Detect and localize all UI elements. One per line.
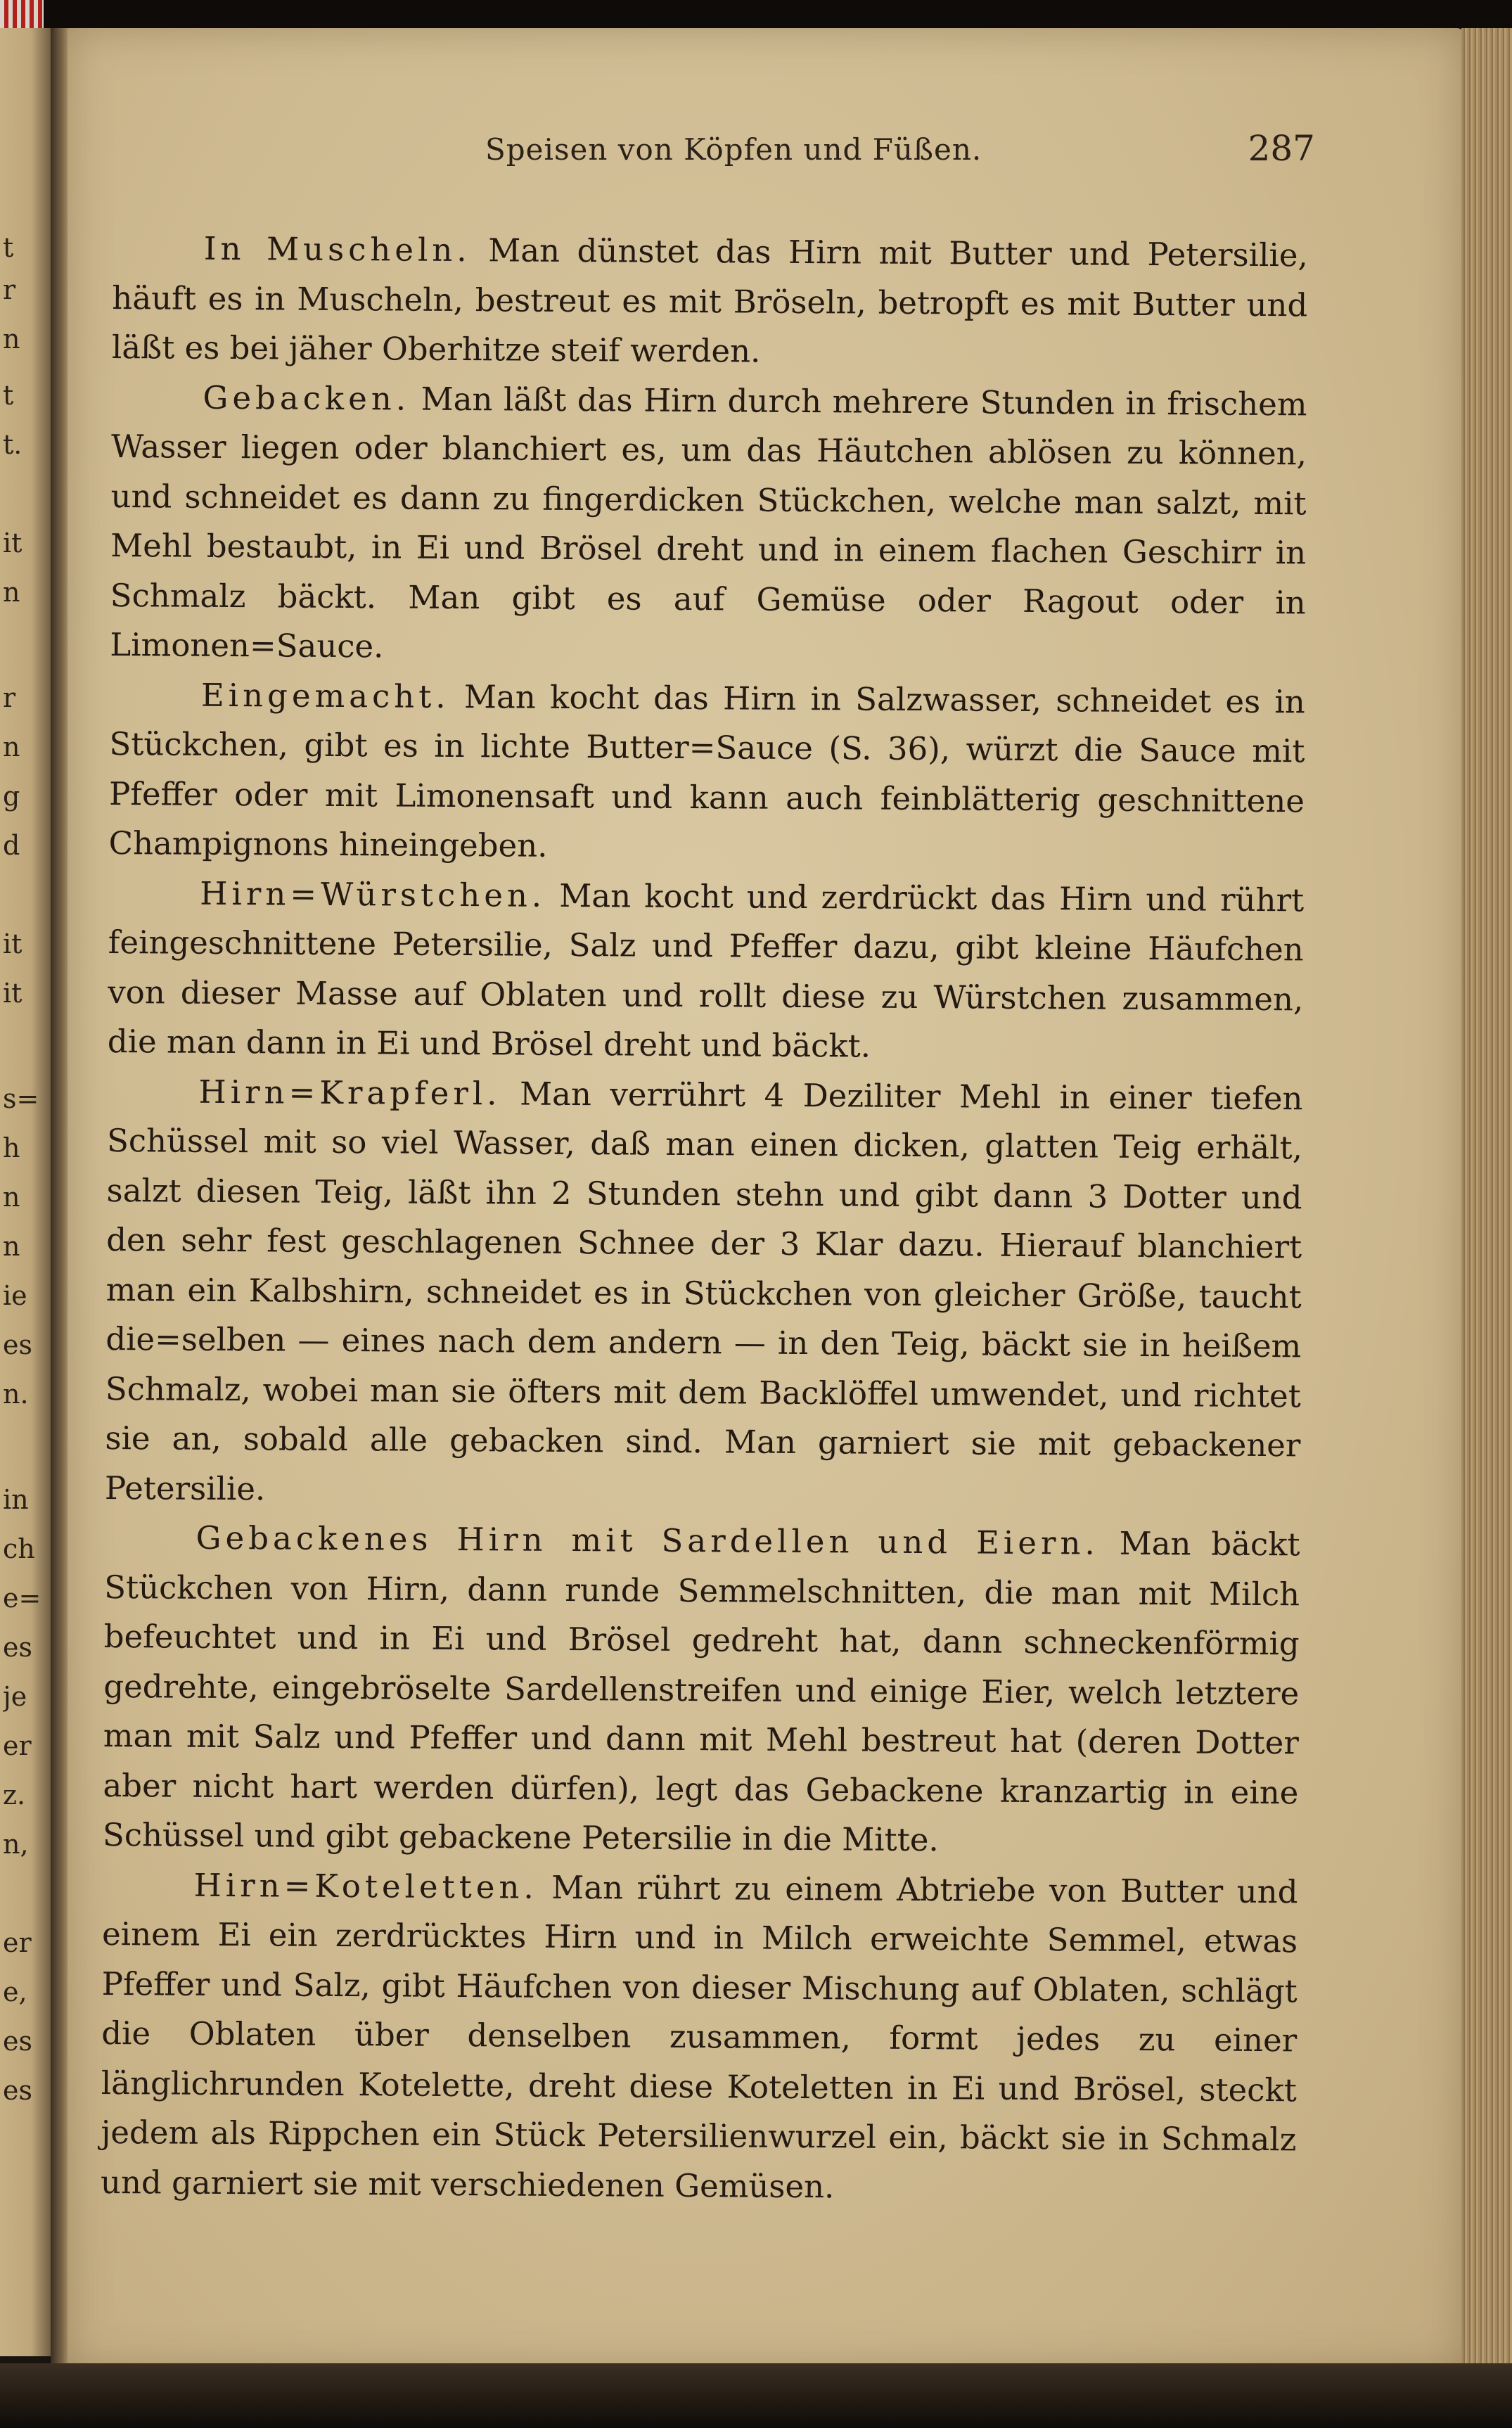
recipe-body: Man verrührt 4 Deziliter Mehl in einer tiefen Schüssel mit so viel Wasser, daß man einen dicken, glatten Teig erhält, salzt diesen Teig, läßt ihn 2 Stunden stehn und gibt dann 3 Dotter und den sehr fest geschlagenen Schnee der 3 Klar dazu. Hierauf blanchiert man ein Kalbshirn, schneidet es in Stückchen von gleicher Größe, taucht die=selben — eines nach dem andern — in den Teig, bäckt sie in heißem Schmalz, wobei man sie öfters mit dem Backlöffel umwendet, und richtet sie an, sobald alle gebacken sind. Man garniert sie mit gebackener Petersilie. bbox=[104, 1074, 1303, 1507]
recipe-text-block bbox=[101, 224, 1308, 2214]
margin-fragment: n bbox=[3, 324, 20, 354]
margin-fragment: ie bbox=[3, 1280, 27, 1311]
margin-fragment: n bbox=[3, 1182, 20, 1213]
page-number: 287 bbox=[1248, 128, 1315, 169]
previous-page-margin-text bbox=[0, 28, 51, 2349]
recipe-heading: Eingemacht. bbox=[200, 676, 450, 715]
running-header bbox=[141, 118, 1315, 174]
recipe-paragraph bbox=[105, 1066, 1303, 1520]
recipe-body: Man läßt das Hirn durch mehrere Stunden in frischem Wasser liegen oder blanchiert es, um das Häutchen ablösen zu können, und schneidet es dann zu fingerdicken Stückchen, welche man salzt, mit Mehl bestaubt, in Ei und Brösel dreht und in einem flachen Geschirr in Schmalz bäckt. Man gibt es auf Gemüse oder Ragout oder in Limonen=Sauce. bbox=[110, 380, 1307, 665]
margin-fragment: es bbox=[3, 1329, 32, 1360]
margin-fragment: g bbox=[3, 781, 20, 812]
running-title: Speisen von Köpfen und Füßen. bbox=[485, 132, 982, 167]
scan-top-border bbox=[0, 0, 1512, 30]
margin-fragment: ch bbox=[3, 1533, 35, 1564]
recipe-heading: Gebackenes Hirn mit Sardellen und Eiern. bbox=[196, 1519, 1099, 1562]
margin-fragment: es bbox=[3, 2075, 32, 2106]
margin-fragment: n, bbox=[3, 1829, 29, 1860]
margin-fragment: s= bbox=[3, 1083, 39, 1114]
margin-fragment: er bbox=[3, 1927, 32, 1958]
margin-fragment: d bbox=[3, 830, 20, 861]
margin-fragment: t. bbox=[3, 429, 23, 460]
margin-fragment: it bbox=[3, 978, 23, 1009]
recipe-paragraph bbox=[103, 1513, 1300, 1867]
margin-fragment: t bbox=[3, 232, 14, 263]
recipe-heading: Hirn=Würstchen. bbox=[200, 874, 546, 914]
recipe-paragraph bbox=[110, 372, 1307, 677]
recipe-body: Man rührt zu einem Abtriebe von Butter und einem Ei ein zerdrücktes Hirn und in Milch erweichte Semmel, etwas Pfeffer und Salz, gibt Häufchen von dieser Mischung auf Oblaten, schlägt die Oblaten über denselben zusammen, formt jedes zu einer länglichrunden Kotelette, dreht diese Koteletten in Ei und Brösel, steckt jedem als Rippchen ein Stück Petersilienwurzel ein, bäckt sie in Schmalz und garniert sie mit verschiedenen Gemüsen. bbox=[100, 1868, 1298, 2205]
margin-fragment: it bbox=[3, 928, 23, 959]
recipe-body: Man kocht und zerdrückt das Hirn und rührt feingeschnittene Petersilie, Salz und Pfeffer dazu, gibt kleine Häufchen von dieser Masse auf Oblaten und rollt diese zu Würstchen zusammen, die man dann in Ei und Brösel dreht und bäckt. bbox=[107, 876, 1305, 1065]
margin-fragment: it bbox=[3, 528, 23, 558]
page-stack-edge bbox=[1461, 28, 1512, 2370]
margin-fragment: er bbox=[3, 1730, 32, 1761]
previous-page-sliver bbox=[0, 28, 56, 2356]
margin-fragment: n bbox=[3, 577, 20, 608]
recipe-paragraph bbox=[108, 670, 1305, 875]
margin-fragment: es bbox=[3, 1632, 32, 1663]
margin-fragment: e, bbox=[3, 1976, 27, 2007]
color-calibration-marker bbox=[0, 0, 44, 31]
recipe-paragraph bbox=[108, 868, 1305, 1073]
scan-bottom-border bbox=[0, 2363, 1512, 2428]
recipe-body: Man bäckt Stückchen von Hirn, dann runde Semmelschnitten, die man mit Milch befeuchtet und in Ei und Brösel gedreht hat, dann schneckenförmig gedrehte, eingebröselte Sardellenstreifen und einige Eier, welch letztere man mit Salz und Pfeffer und dann mit Mehl bestreut hat (deren Dotter aber nicht hart werden dürfen), legt das Gebackene kranzartig in eine Schüssel und gibt gebackene Petersilie in die Mitte. bbox=[102, 1524, 1300, 1859]
recipe-heading: Hirn=Koteletten. bbox=[193, 1866, 538, 1906]
margin-fragment: r bbox=[3, 682, 16, 713]
recipe-heading: In Muscheln. bbox=[203, 229, 471, 269]
recipe-body: Man dünstet das Hirn mit Butter und Petersilie, häuft es in Muscheln, bestreut es mit Bröseln, betropft es mit Butter und läßt es bei jäher Oberhitze steif werden. bbox=[111, 231, 1308, 370]
recipe-heading: Hirn=Krapferl. bbox=[198, 1073, 501, 1112]
margin-fragment: n bbox=[3, 731, 20, 762]
margin-fragment: z. bbox=[3, 1780, 26, 1810]
recipe-paragraph bbox=[101, 1860, 1298, 2214]
margin-fragment: es bbox=[3, 2026, 32, 2057]
margin-fragment: t bbox=[3, 380, 14, 411]
recipe-body: Man kocht das Hirn in Salzwasser, schneidet es in Stückchen, gibt es in lichte Butter=Sauce (S. 36), würzt die Sauce mit Pfeffer oder mit Limonensaft und kann auch feinblätterig geschnittene Champignons hineingeben. bbox=[108, 677, 1306, 864]
recipe-heading: Gebacken. bbox=[203, 378, 411, 418]
margin-fragment: r bbox=[3, 274, 16, 305]
margin-fragment: e= bbox=[3, 1583, 41, 1614]
margin-fragment: in bbox=[3, 1484, 29, 1515]
margin-fragment: h bbox=[3, 1132, 20, 1163]
recipe-paragraph bbox=[112, 224, 1308, 380]
margin-fragment: n. bbox=[3, 1379, 29, 1410]
margin-fragment: n bbox=[3, 1231, 20, 1262]
margin-fragment: je bbox=[3, 1681, 27, 1712]
